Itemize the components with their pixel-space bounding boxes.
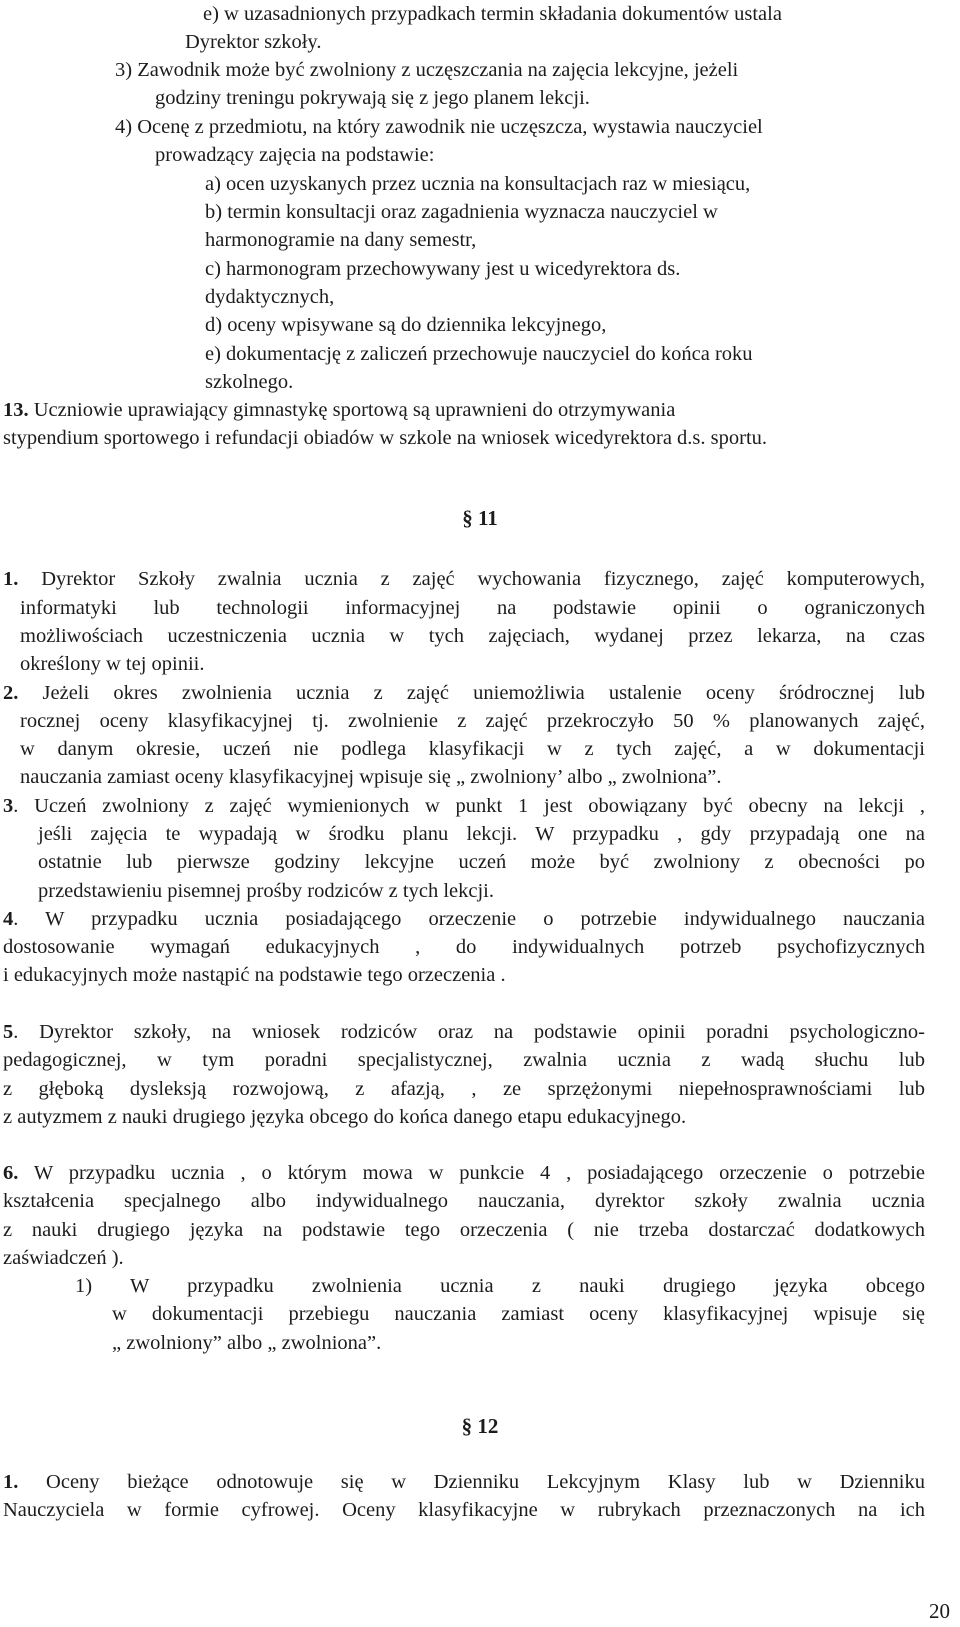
point-13-line1: 13. Uczniowie uprawiający gimnastykę sportową są uprawnieni do otrzymywania (3, 399, 676, 421)
s11-p2-line4: nauczania zamiast oceny klasyfikacyjnej wpisuje się „ zwolniony’ albo „ zwolniona”. (20, 766, 722, 788)
s11-p1-line3: możliwościach uczestniczenia ucznia w tych zajęciach, wydanej przez lekarza, na czas (20, 625, 925, 647)
list-item-4-line1: 4) Ocenę z przedmiotu, na który zawodnik nie uczęszcza, wystawia nauczyciel (115, 116, 763, 138)
list-item-e-line2: Dyrektor szkoły. (185, 31, 322, 53)
s12-p1-line2: Nauczyciela w formie cyfrowej. Oceny klasyfikacyjne w rubrykach przeznaczonych na ich (3, 1499, 925, 1521)
sub-item-d: d) oceny wpisywane są do dziennika lekcyjnego, (205, 314, 607, 336)
point-13-number: 13. (3, 399, 29, 421)
s11-p6-line3: z nauki drugiego języka na podstawie tego orzeczenia ( nie trzeba dostarczać dodatkowych (3, 1219, 925, 1241)
section-11-heading: § 11 (462, 506, 498, 530)
s11-p6-line1: 6. W przypadku ucznia , o którym mowa w punkcie 4 , posiadającego orzeczenie o potrzebie (3, 1162, 925, 1184)
sub-item-b-line1: b) termin konsultacji oraz zagadnienia wyznacza nauczyciel w (205, 201, 718, 223)
s11-p2-line1: 2. Jeżeli okres zwolnienia ucznia z zajęć uniemożliwia ustalenie oceny śródrocznej lub (3, 682, 925, 704)
sub-item-e-line1: e) dokumentację z zaliczeń przechowuje nauczyciel do końca roku (205, 343, 753, 365)
s11-p3-line4: przedstawieniu pisemnej prośby rodziców z tych lekcji. (38, 880, 494, 902)
s11-p5-line4: z autyzmem z nauki drugiego języka obcego do końca danego etapu edukacyjnego. (3, 1106, 687, 1128)
s11-p5-number: 5 (3, 1021, 14, 1043)
s11-p1-number: 1. (3, 568, 19, 590)
list-item-3-line1: 3) Zawodnik może być zwolniony z uczęszczania na zajęcia lekcyjne, jeżeli (115, 59, 739, 81)
s11-p4-line1: 4. W przypadku ucznia posiadającego orzeczenie o potrzebie indywidualnego nauczania (3, 908, 925, 930)
sub-item-e-line2: szkolnego. (205, 371, 294, 393)
s11-p6-line4: zaświadczeń ). (3, 1247, 124, 1269)
point-13-line2: stypendium sportowego i refundacji obiadów w szkole na wniosek wicedyrektora d.s. sportu. (3, 427, 768, 449)
list-item-e-line1: e) w uzasadnionych przypadkach termin składania dokumentów ustala (203, 3, 782, 25)
sub-item-b-line2: harmonogramie na dany semestr, (205, 229, 477, 251)
s12-p1-number: 1. (3, 1471, 19, 1493)
s11-p2-number: 2. (3, 682, 19, 704)
s11-p5-line1: 5. Dyrektor szkoły, na wniosek rodziców oraz na podstawie opinii poradni psychologiczno- (3, 1021, 925, 1043)
s11-p3-line2: jeśli zajęcia te wypadają w środku planu lekcji. W przypadku , gdy przypadają one na (38, 823, 925, 845)
s11-p1-line2: informatyki lub technologii informacyjnej na podstawie opinii o ograniczonych (20, 597, 925, 619)
s11-p6-line2: kształcenia specjalnego albo indywidualnego nauczania, dyrektor szkoły zwalnia ucznia (3, 1190, 925, 1212)
s11-p4-number: 4 (3, 908, 14, 930)
list-item-4-line2: prowadzący zajęcia na podstawie: (155, 144, 435, 166)
s11-p3-line3: ostatnie lub pierwsze godziny lekcyjne uczeń może być zwolniony z obecności po (38, 851, 925, 873)
s11-p6-sub1-line3: „ zwolniony” albo „ zwolniona”. (112, 1332, 382, 1354)
page-number: 20 (929, 1599, 950, 1623)
s11-p6-number: 6. (3, 1162, 19, 1184)
s11-p5-line3: z głęboką dysleksją rozwojową, z afazją, , ze sprzężonymi niepełnosprawnościami lub (3, 1078, 925, 1100)
s11-p1-line1: 1. Dyrektor Szkoły zwalnia ucznia z zajęć wychowania fizycznego, zajęć komputerowych, (3, 568, 925, 590)
sub-item-c-line2: dydaktycznych, (205, 286, 335, 308)
sub-item-a: a) ocen uzyskanych przez ucznia na konsultacjach raz w miesiącu, (205, 173, 751, 195)
s11-p4-line3: i edukacyjnych może nastąpić na podstawie tego orzeczenia . (3, 964, 506, 986)
s11-p3-number: 3 (3, 795, 14, 817)
s12-p1-line1: 1. Oceny bieżące odnotowuje się w Dzienniku Lekcyjnym Klasy lub w Dzienniku (3, 1471, 925, 1493)
s11-p5-line2: pedagogicznej, w tym poradni specjalistycznej, zwalnia ucznia z wadą słuchu lub (3, 1049, 925, 1071)
s11-p2-line2: rocznej oceny klasyfikacyjnej tj. zwolnienie z zajęć przekroczyło 50 % planowanych zajęć, (20, 710, 925, 732)
s11-p1-line4: określony w tej opinii. (20, 653, 205, 675)
list-item-3-line2: godziny treningu pokrywają się z jego planem lekcji. (155, 87, 590, 109)
s11-p6-sub1-line2: w dokumentacji przebiegu nauczania zamiast oceny klasyfikacyjnej wpisuje się (112, 1303, 925, 1325)
section-12-heading: § 12 (461, 1414, 499, 1438)
s11-p4-line2: dostosowanie wymagań edukacyjnych , do indywidualnych potrzeb psychofizycznych (3, 936, 925, 958)
sub-item-c-line1: c) harmonogram przechowywany jest u wicedyrektora ds. (205, 258, 681, 280)
s11-p3-line1: 3. Uczeń zwolniony z zajęć wymienionych w punkt 1 jest obowiązany być obecny na lekcji , (3, 795, 925, 817)
s11-p6-sub1-line1: 1) W przypadku zwolnienia ucznia z nauki drugiego języka obcego (75, 1275, 925, 1297)
s11-p2-line3: w danym okresie, uczeń nie podlega klasyfikacji w z tych zajęć, a w dokumentacji (20, 738, 925, 760)
